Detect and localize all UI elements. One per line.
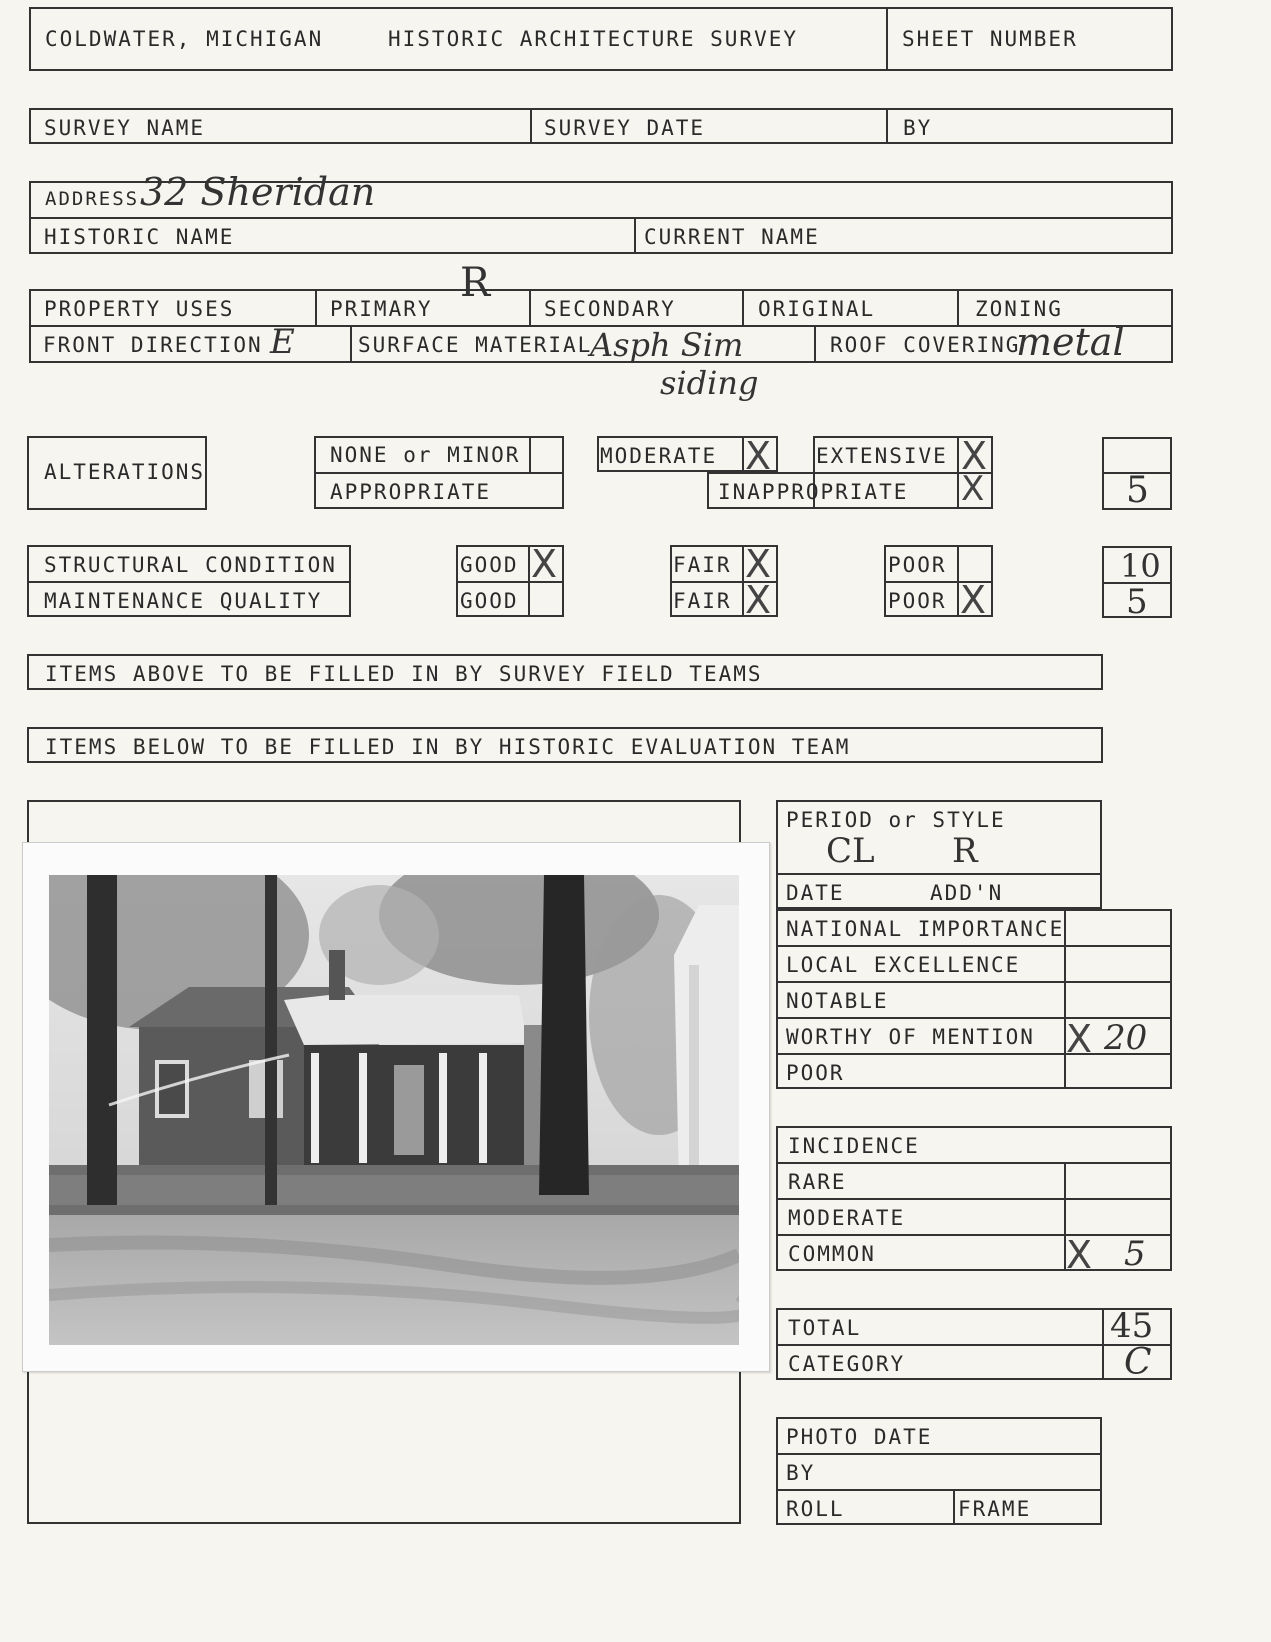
survey-name-label: SURVEY NAME bbox=[44, 116, 206, 140]
house-photo bbox=[49, 875, 739, 1345]
common-score: 5 bbox=[1124, 1234, 1146, 1274]
photo-info-line-2 bbox=[776, 1489, 1102, 1491]
total-label: TOTAL bbox=[788, 1316, 862, 1340]
category-value: C bbox=[1124, 1342, 1152, 1383]
incidence-line-3 bbox=[776, 1234, 1172, 1236]
inappropriate-left bbox=[707, 472, 709, 509]
historic-name-label: HISTORIC NAME bbox=[44, 225, 235, 249]
structural-condition-label: STRUCTURAL CONDITION bbox=[44, 553, 337, 577]
structural-good-mark: X bbox=[531, 542, 558, 586]
period-label: PERIOD or STYLE bbox=[786, 808, 1006, 832]
none-minor-check-div bbox=[529, 436, 531, 472]
surface-material-label: SURFACE MATERIAL bbox=[358, 333, 593, 357]
category-label: CATEGORY bbox=[788, 1352, 906, 1376]
surface-material-value-2: siding bbox=[660, 364, 759, 402]
photo-date-label: PHOTO DATE bbox=[786, 1425, 933, 1449]
survey-divider-2 bbox=[886, 108, 888, 144]
roll-label: ROLL bbox=[786, 1497, 845, 1521]
worthy-mark: X bbox=[1066, 1017, 1093, 1061]
primary-label: PRIMARY bbox=[330, 297, 433, 321]
items-below-note: ITEMS BELOW TO BE FILLED IN BY HISTORIC EVALUATION TEAM bbox=[45, 735, 851, 759]
photo-info-divider bbox=[953, 1489, 955, 1525]
extensive-hline bbox=[707, 472, 993, 474]
address-label: ADDRESS bbox=[45, 188, 140, 210]
structural-fair-mark: X bbox=[745, 542, 772, 586]
none-minor-label: NONE or MINOR bbox=[330, 443, 521, 467]
alt-extensive-label: EXTENSIVE bbox=[816, 444, 948, 468]
worthy-label: WORTHY OF MENTION bbox=[786, 1025, 1035, 1049]
inappropriate-label: INAPPROPRIATE bbox=[718, 480, 909, 504]
none-minor-hline bbox=[314, 472, 564, 474]
period-value-2: R bbox=[952, 831, 978, 871]
original-label: ORIGINAL bbox=[758, 297, 876, 321]
photo-print bbox=[22, 842, 770, 1372]
inappropriate-bottom bbox=[707, 507, 815, 509]
poor-check-div bbox=[957, 545, 959, 617]
uses-div-4 bbox=[957, 289, 959, 325]
uses-div-5 bbox=[350, 325, 352, 363]
common-mark: X bbox=[1066, 1233, 1093, 1277]
alterations-score: 5 bbox=[1126, 470, 1149, 511]
maintenance-good-label: GOOD bbox=[460, 589, 519, 613]
national-importance-label: NATIONAL IMPORTANCE bbox=[786, 917, 1065, 941]
maintenance-poor-mark: X bbox=[960, 578, 987, 622]
header-city: COLDWATER, MICHIGAN bbox=[45, 27, 324, 51]
front-direction-label: FRONT DIRECTION bbox=[43, 333, 263, 357]
incidence-line-1 bbox=[776, 1162, 1172, 1164]
surface-material-value-1: Asph Sim bbox=[590, 326, 744, 364]
incidence-moderate-label: MODERATE bbox=[788, 1206, 906, 1230]
addn-label: ADD'N bbox=[930, 881, 1004, 905]
appropriate-label: APPROPRIATE bbox=[330, 480, 492, 504]
alt-moderate-mark: X bbox=[745, 434, 772, 478]
house-photo-image bbox=[49, 875, 739, 1345]
zoning-label: ZONING bbox=[975, 297, 1063, 321]
inappropriate-mark: X bbox=[961, 469, 985, 509]
date-label: DATE bbox=[786, 881, 845, 905]
condition-label-hline bbox=[27, 581, 351, 583]
uses-div-1 bbox=[315, 289, 317, 325]
period-hline bbox=[776, 873, 1102, 875]
survey-divider-1 bbox=[530, 108, 532, 144]
structural-score: 10 bbox=[1120, 547, 1161, 585]
maintenance-poor-label: POOR bbox=[888, 589, 947, 613]
property-uses-label: PROPERTY USES bbox=[44, 297, 235, 321]
survey-by-label: BY bbox=[903, 116, 933, 140]
current-name-label: CURRENT NAME bbox=[644, 225, 820, 249]
sheet-number-label: SHEET NUMBER bbox=[902, 27, 1078, 51]
roof-covering-label: ROOF COVERING bbox=[830, 333, 1021, 357]
secondary-label: SECONDARY bbox=[544, 297, 676, 321]
total-value: 45 bbox=[1110, 1306, 1154, 1346]
total-score-div bbox=[1102, 1308, 1104, 1380]
roof-covering-value: metal bbox=[1016, 320, 1125, 364]
maintenance-fair-label: FAIR bbox=[673, 589, 732, 613]
rare-label: RARE bbox=[788, 1170, 847, 1194]
maintenance-quality-label: MAINTENANCE QUALITY bbox=[44, 589, 323, 613]
importance-score-div bbox=[1064, 909, 1066, 1089]
notable-label: NOTABLE bbox=[786, 989, 889, 1013]
period-value-1: CL bbox=[826, 831, 875, 871]
poor-eval-label: POOR bbox=[786, 1061, 845, 1085]
address-value: 32 Sheridan bbox=[140, 170, 376, 214]
survey-date-label: SURVEY DATE bbox=[544, 116, 706, 140]
front-direction-value: E bbox=[270, 322, 295, 362]
photo-info-line-1 bbox=[776, 1453, 1102, 1455]
incidence-label: INCIDENCE bbox=[788, 1134, 920, 1158]
items-above-note: ITEMS ABOVE TO BE FILLED IN BY SURVEY FIELD TEAMS bbox=[45, 662, 763, 686]
importance-line-2 bbox=[776, 981, 1172, 983]
photo-by-label: BY bbox=[786, 1461, 816, 1485]
alterations-label: ALTERATIONS bbox=[44, 460, 206, 484]
worthy-score: 20 bbox=[1104, 1018, 1148, 1058]
address-divider bbox=[634, 217, 636, 254]
structural-good-label: GOOD bbox=[460, 553, 519, 577]
uses-div-2 bbox=[529, 289, 531, 325]
maintenance-score: 5 bbox=[1126, 582, 1148, 622]
structural-fair-label: FAIR bbox=[673, 553, 732, 577]
incidence-line-2 bbox=[776, 1198, 1172, 1200]
maintenance-fair-mark: X bbox=[745, 578, 772, 622]
uses-div-6 bbox=[814, 325, 816, 363]
address-hline bbox=[29, 217, 1173, 219]
structural-poor-label: POOR bbox=[888, 553, 947, 577]
uses-div-3 bbox=[742, 289, 744, 325]
local-excellence-label: LOCAL EXCELLENCE bbox=[786, 953, 1021, 977]
moderate-check-div bbox=[742, 436, 744, 472]
common-label: COMMON bbox=[788, 1242, 876, 1266]
primary-value: R bbox=[460, 260, 491, 306]
frame-label: FRAME bbox=[958, 1497, 1032, 1521]
importance-line-1 bbox=[776, 945, 1172, 947]
good-check-div bbox=[528, 545, 530, 617]
fair-check-div bbox=[742, 545, 744, 617]
header-divider bbox=[886, 7, 888, 71]
alt-moderate-label: MODERATE bbox=[600, 444, 718, 468]
header-title: HISTORIC ARCHITECTURE SURVEY bbox=[388, 27, 799, 51]
alt-extensive-mark: X bbox=[961, 434, 988, 478]
